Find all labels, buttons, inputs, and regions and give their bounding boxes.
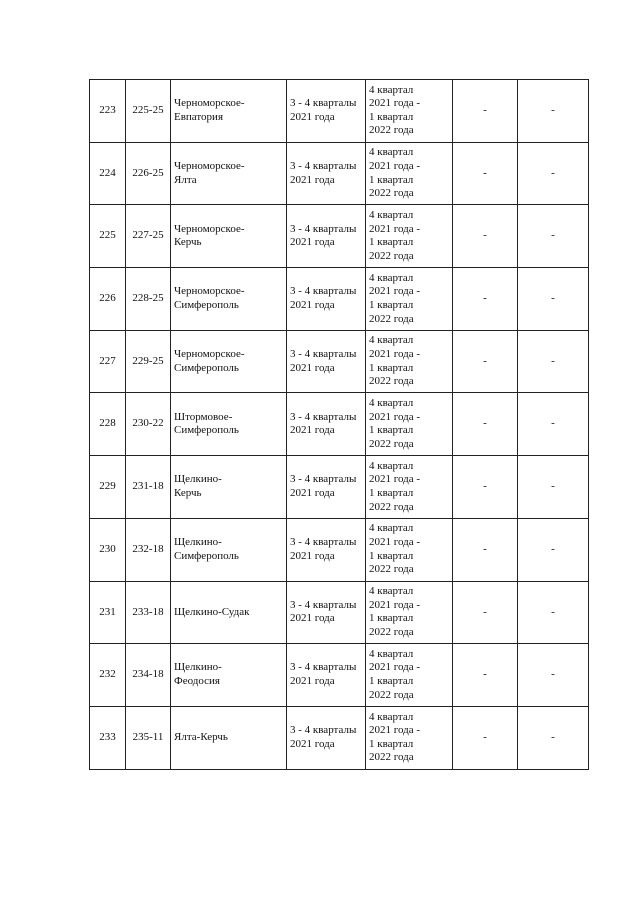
- route-name: [171, 456, 287, 519]
- dash-cell: [453, 456, 518, 519]
- row-number-text: 226: [99, 292, 116, 305]
- dash-cell-text: -: [551, 480, 555, 493]
- period-cell-text: 3 - 4 кварталы 2021 года: [290, 724, 357, 750]
- route-code: [126, 205, 171, 268]
- dash-cell: [453, 581, 518, 644]
- route-code-text: 229-25: [132, 354, 164, 367]
- row-number-text: 233: [99, 730, 116, 743]
- row-number-text: 228: [99, 417, 116, 430]
- row-number-text: 231: [99, 605, 116, 618]
- route-name: [171, 706, 287, 769]
- route-name-text: Черноморское- Симферополь: [174, 285, 245, 311]
- dash-cell-text: -: [483, 104, 487, 117]
- term-cell-text: 4 квартал 2021 года - 1 квартал 2022 года: [369, 522, 421, 576]
- table-row: [90, 142, 589, 205]
- dash-cell: [518, 518, 589, 581]
- row-number-text: 223: [99, 104, 116, 117]
- term-cell: [366, 80, 453, 143]
- dash-cell-text: -: [551, 605, 555, 618]
- route-code-text: 231-18: [132, 480, 164, 493]
- route-name: [171, 268, 287, 331]
- route-code: [126, 330, 171, 393]
- row-number: [90, 80, 126, 143]
- dash-cell-text: -: [551, 542, 555, 555]
- term-cell: [366, 706, 453, 769]
- table-row: [90, 706, 589, 769]
- period-cell: [287, 393, 366, 456]
- dash-cell: [453, 393, 518, 456]
- row-number-text: 227: [99, 354, 116, 367]
- dash-cell: [518, 268, 589, 331]
- period-cell: [287, 644, 366, 707]
- row-number: [90, 393, 126, 456]
- route-name-text: Щелкино-Судак: [174, 605, 250, 618]
- table-row: [90, 393, 589, 456]
- period-cell: [287, 80, 366, 143]
- dash-cell-text: -: [551, 417, 555, 430]
- dash-cell: [453, 205, 518, 268]
- period-cell-text: 3 - 4 кварталы 2021 года: [290, 159, 357, 186]
- table-row: [90, 268, 589, 331]
- dash-cell: [453, 644, 518, 707]
- table-row: [90, 456, 589, 519]
- route-code: [126, 268, 171, 331]
- route-code-text: 225-25: [132, 104, 164, 117]
- term-cell: [366, 644, 453, 707]
- route-name-text: Ялта-Керчь: [174, 730, 228, 743]
- table-row: [90, 330, 589, 393]
- route-code: [126, 706, 171, 769]
- dash-cell-text: -: [483, 605, 487, 618]
- route-name-text: Щелкино- Симферополь: [174, 536, 239, 562]
- period-cell-text: 3 - 4 кварталы 2021 года: [290, 598, 357, 625]
- dash-cell: [518, 706, 589, 769]
- period-cell: [287, 142, 366, 205]
- route-code: [126, 142, 171, 205]
- term-cell: [366, 205, 453, 268]
- table-row: [90, 644, 589, 707]
- dash-cell: [453, 518, 518, 581]
- route-code-text: 226-25: [132, 166, 164, 179]
- term-cell: [366, 456, 453, 519]
- period-cell: [287, 456, 366, 519]
- dash-cell-text: -: [551, 229, 555, 242]
- table-row: [90, 581, 589, 644]
- route-name-text: Щелкино- Феодосия: [174, 661, 222, 688]
- period-cell: [287, 706, 366, 769]
- dash-cell-text: -: [551, 104, 555, 117]
- period-cell: [287, 330, 366, 393]
- row-number: [90, 581, 126, 644]
- period-cell: [287, 268, 366, 331]
- table-row: [90, 205, 589, 268]
- route-code: [126, 80, 171, 143]
- route-name-text: Черноморское- Керчь: [174, 222, 245, 249]
- route-code: [126, 581, 171, 644]
- term-cell: [366, 393, 453, 456]
- route-code-text: 235-11: [132, 730, 164, 743]
- row-number-text: 224: [99, 166, 116, 179]
- dash-cell: [518, 330, 589, 393]
- dash-cell-text: -: [483, 292, 487, 305]
- dash-cell: [518, 393, 589, 456]
- dash-cell-text: -: [483, 668, 487, 681]
- period-cell-text: 3 - 4 кварталы 2021 года: [290, 222, 357, 249]
- route-code: [126, 456, 171, 519]
- dash-cell: [453, 80, 518, 143]
- term-cell-text: 4 квартал 2021 года - 1 квартал 2022 года: [369, 397, 421, 450]
- table-row: [90, 518, 589, 581]
- period-cell-text: 3 - 4 кварталы 2021 года: [290, 536, 357, 562]
- term-cell: [366, 518, 453, 581]
- route-name-text: Штормовое- Симферополь: [174, 410, 239, 437]
- period-cell-text: 3 - 4 кварталы 2021 года: [290, 97, 357, 123]
- term-cell-text: 4 квартал 2021 года - 1 квартал 2022 года: [369, 271, 421, 325]
- term-cell-text: 4 квартал 2021 года - 1 квартал 2022 года: [369, 710, 421, 764]
- dash-cell-text: -: [483, 480, 487, 493]
- term-cell-text: 4 квартал 2021 года - 1 квартал 2022 года: [369, 83, 421, 137]
- route-code: [126, 644, 171, 707]
- term-cell: [366, 268, 453, 331]
- period-cell: [287, 518, 366, 581]
- dash-cell: [518, 80, 589, 143]
- term-cell: [366, 142, 453, 205]
- row-number: [90, 142, 126, 205]
- route-name: [171, 518, 287, 581]
- period-cell-text: 3 - 4 кварталы 2021 года: [290, 285, 357, 311]
- row-number: [90, 456, 126, 519]
- route-name: [171, 581, 287, 644]
- route-name: [171, 330, 287, 393]
- dash-cell: [518, 581, 589, 644]
- dash-cell: [518, 142, 589, 205]
- route-name-text: Черноморское- Ялта: [174, 159, 245, 186]
- route-name: [171, 393, 287, 456]
- period-cell-text: 3 - 4 кварталы 2021 года: [290, 661, 357, 688]
- route-name: [171, 205, 287, 268]
- dash-cell-text: -: [551, 166, 555, 179]
- dash-cell: [453, 142, 518, 205]
- route-name-text: Черноморское- Евпатория: [174, 97, 245, 123]
- table-row: [90, 80, 589, 143]
- period-cell-text: 3 - 4 кварталы 2021 года: [290, 473, 357, 499]
- dash-cell-text: -: [483, 166, 487, 179]
- dash-cell-text: -: [551, 730, 555, 743]
- route-schedule-table: [89, 79, 589, 770]
- route-code-text: 233-18: [132, 605, 164, 618]
- row-number: [90, 518, 126, 581]
- route-code-text: 230-22: [132, 417, 164, 430]
- route-name-text: Щелкино- Керчь: [174, 473, 222, 499]
- dash-cell-text: -: [483, 229, 487, 242]
- period-cell-text: 3 - 4 кварталы 2021 года: [290, 410, 357, 437]
- dash-cell-text: -: [551, 668, 555, 681]
- dash-cell: [518, 644, 589, 707]
- period-cell: [287, 205, 366, 268]
- table-body: [90, 80, 589, 770]
- term-cell: [366, 330, 453, 393]
- route-code: [126, 393, 171, 456]
- dash-cell: [518, 205, 589, 268]
- term-cell-text: 4 квартал 2021 года - 1 квартал 2022 года: [369, 647, 421, 701]
- route-name-text: Черноморское- Симферополь: [174, 348, 245, 374]
- route-name: [171, 644, 287, 707]
- term-cell-text: 4 квартал 2021 года - 1 квартал 2022 года: [369, 334, 421, 388]
- dash-cell-text: -: [483, 417, 487, 430]
- route-code-text: 227-25: [132, 229, 164, 242]
- dash-cell: [518, 456, 589, 519]
- row-number: [90, 330, 126, 393]
- route-name: [171, 80, 287, 143]
- term-cell-text: 4 квартал 2021 года - 1 квартал 2022 года: [369, 459, 421, 513]
- row-number: [90, 706, 126, 769]
- row-number: [90, 268, 126, 331]
- dash-cell: [453, 330, 518, 393]
- row-number-text: 225: [99, 229, 116, 242]
- dash-cell-text: -: [483, 542, 487, 555]
- dash-cell: [453, 268, 518, 331]
- route-name: [171, 142, 287, 205]
- period-cell-text: 3 - 4 кварталы 2021 года: [290, 348, 357, 374]
- row-number-text: 230: [99, 542, 116, 555]
- row-number: [90, 205, 126, 268]
- route-code-text: 232-18: [132, 542, 164, 555]
- dash-cell: [453, 706, 518, 769]
- dash-cell-text: -: [551, 354, 555, 367]
- dash-cell-text: -: [551, 292, 555, 305]
- route-code-text: 228-25: [132, 292, 164, 305]
- period-cell: [287, 581, 366, 644]
- term-cell-text: 4 квартал 2021 года - 1 квартал 2022 года: [369, 146, 421, 200]
- term-cell: [366, 581, 453, 644]
- row-number: [90, 644, 126, 707]
- row-number-text: 229: [99, 480, 116, 493]
- term-cell-text: 4 квартал 2021 года - 1 квартал 2022 года: [369, 585, 421, 638]
- dash-cell-text: -: [483, 730, 487, 743]
- dash-cell-text: -: [483, 354, 487, 367]
- route-code-text: 234-18: [132, 668, 164, 681]
- route-code: [126, 518, 171, 581]
- term-cell-text: 4 квартал 2021 года - 1 квартал 2022 года: [369, 209, 421, 262]
- row-number-text: 232: [99, 668, 116, 681]
